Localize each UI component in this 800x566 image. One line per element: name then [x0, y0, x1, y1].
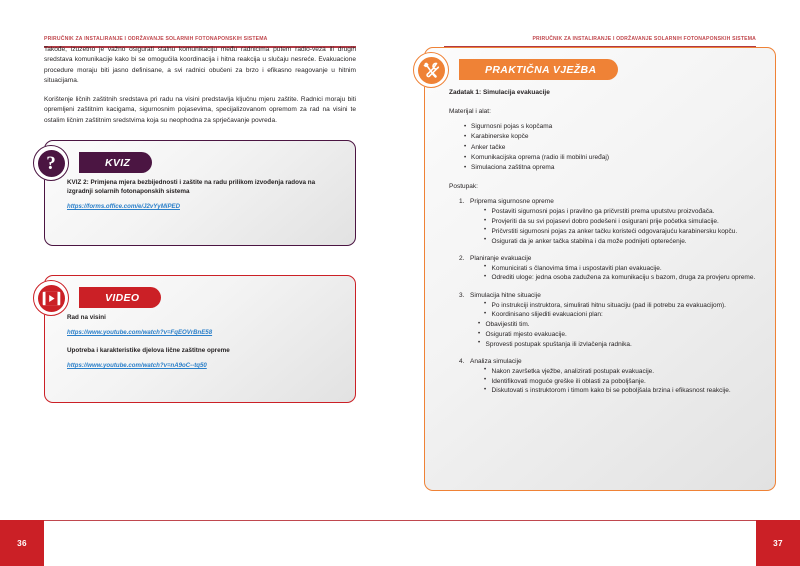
footer-rule [400, 520, 756, 521]
list-item: • Diskutovati s instruktorom i timom kako bi se poboljšala brzina i efikasnost reakcije. [485, 386, 759, 396]
video-heading-1: Rad na visini [67, 314, 106, 321]
step-title-row [459, 197, 759, 207]
step-items [459, 301, 759, 321]
step-items [459, 367, 759, 396]
badge-disc [38, 150, 65, 177]
list-item: • Obavijestiti tim. [479, 320, 759, 330]
task-title: Zadatak 1: Simulacija evakuacije [449, 89, 550, 96]
list-item: • Postaviti sigurnosni pojas i pravilno ga pričvrstiti prema uputstvu proizvođača. [485, 207, 759, 217]
list-item: • Komunikacijska oprema (radio ili mobilni uređaj) [465, 153, 759, 163]
practical-exercise-card [424, 47, 776, 491]
question-mark-icon [33, 145, 69, 181]
list-item: • Po instrukciji instruktora, simulirati hitnu situaciju (pad ili potrebu za evakuacijom). [485, 301, 759, 311]
running-head-right [444, 34, 756, 44]
step-number: 2. [459, 254, 465, 262]
procedure-step [459, 357, 759, 396]
list-item: • Provjeriti da su svi pojasevi dobro podešeni i osigurani prije početka simulacije. [485, 217, 759, 227]
page-number-badge-left [0, 520, 44, 566]
list-item: • Osigurati da je anker tačka stabilna i da može podnijeti opterećenje. [485, 237, 759, 247]
procedure-step [459, 197, 759, 246]
step-subitems [459, 320, 759, 349]
materials-list [449, 122, 759, 173]
step-title: Analiza simulacije [470, 357, 522, 365]
video-banner [79, 287, 161, 308]
practical-banner-label: PRAKTIČNA VJEŽBA [485, 63, 597, 76]
quiz-card-body [67, 178, 341, 211]
step-number: 1. [459, 198, 465, 206]
film-play-icon [33, 280, 69, 316]
list-item: • Osigurati mjesto evakuacije. [479, 330, 759, 340]
page-number-badge-right [756, 520, 800, 566]
step-number: 3. [459, 291, 465, 299]
video-card [44, 275, 356, 403]
video-link-1[interactable]: https://www.youtube.com/watch?v=FqEOVrBnE58 [67, 329, 213, 337]
materials-label: Materijal i alat: [449, 107, 491, 115]
list-item: • Pričvrstiti sigurnosni pojas za anker tačku koristeći odgovarajuću karabinersku kopču. [485, 227, 759, 237]
footer-right [400, 520, 800, 566]
list-item: • Komunicirati s članovima tima i uspostaviti plan evakuacije. [485, 264, 759, 274]
running-head-text: PRIRUČNIK ZA INSTALIRANJE I ODRŽAVANJE SOLARNIH FOTONAPONSKIH SISTEMA [44, 36, 268, 42]
video-banner-label: VIDEO [105, 291, 140, 304]
list-item: • Sigurnosni pojas s kopčama [465, 122, 759, 132]
practical-banner [459, 59, 618, 80]
step-items [459, 207, 759, 246]
list-item: • Anker tačke [465, 143, 759, 153]
paragraph-2: Korištenje ličnih zaštitnih sredstava pri radu na visini predstavlja ključnu mjeru zaštite. Radnici moraju biti opremljeni zaštitnim kacigama, sigurnosnim pojasevima, specijalizovanom opremom za rad na visini te ostalim ličnim zaštitnim sredstvima koja su neophodna za sprječavanje povreda. [44, 96, 356, 124]
quiz-link[interactable]: https://forms.office.com/e/J2vYyMiPED [67, 203, 180, 211]
step-title-row [459, 357, 759, 367]
page-number: 37 [773, 538, 783, 548]
step-title: Simulacija hitne situacije [470, 291, 541, 299]
procedure-step [459, 254, 759, 283]
procedure-label: Postupak: [449, 182, 478, 190]
tools-wrench-screwdriver-icon [413, 52, 449, 88]
badge-disc [418, 57, 445, 84]
paragraph-1: Takođe, izuzetno je važno osigurati stalnu komunikaciju među radnicima putem radio-veza ili drugih sredstava komunikacije kako bi se omogućila koordinacija i hitna reakcija u slučaju nesreće. Evakuacione procedure moraju biti jasno definisane, a svi radnici obučeni za brzo i efikasno reagovanje u hitnim situacijama. [44, 46, 356, 84]
quiz-card [44, 140, 356, 246]
page-right [400, 0, 800, 566]
list-item: • Odrediti uloge: jedna osoba zadužena za komunikaciju s bazom, druga za provjeru opreme. [485, 273, 759, 283]
list-item: • Nakon završetka vježbe, analizirati postupak evakuacije. [485, 367, 759, 377]
step-items [459, 264, 759, 284]
list-item: • Sprovesti postupak spuštanja ili izvlačenja radnika. [479, 340, 759, 350]
quiz-banner-label: KVIZ [105, 156, 131, 169]
quiz-heading: KVIZ 2: Primjena mjera bezbijednosti i zaštite na radu prilikom izvođenja radova na izgradnji solarnih fotonaponskih sistema [67, 179, 316, 196]
badge-disc [38, 285, 65, 312]
list-item: • Karabinerske kopče [465, 132, 759, 142]
step-title: Priprema sigurnosne opreme [470, 198, 554, 206]
list-item: • Simulaciona zaštitna oprema [465, 163, 759, 173]
procedure-step [459, 291, 759, 350]
step-number: 4. [459, 357, 465, 365]
video-heading-2: Upotreba i karakteristike djelova lične zaštitne opreme [67, 347, 230, 355]
footer-rule [44, 520, 400, 521]
procedure-steps [449, 197, 759, 396]
body-column-left [44, 45, 356, 135]
step-title-row [459, 254, 759, 264]
running-head-text: PRIRUČNIK ZA INSTALIRANJE I ODRŽAVANJE SOLARNIH FOTONAPONSKIH SISTEMA [532, 36, 756, 42]
list-item: • Identifikovati moguće greške ili oblasti za poboljšanje. [485, 377, 759, 387]
practical-card-body [449, 88, 759, 396]
quiz-banner [79, 152, 152, 173]
question-glyph: ? [46, 152, 56, 174]
step-title-row [459, 291, 759, 301]
list-item: • Koordinisano slijediti evakuacioni plan: [485, 310, 759, 320]
step-title: Planiranje evakuacije [470, 254, 532, 262]
video-link-2[interactable]: https://www.youtube.com/watch?v=nA9oC--tq50 [67, 362, 207, 370]
footer-left [0, 520, 400, 566]
video-card-body [67, 313, 341, 370]
page-number: 36 [17, 538, 27, 548]
running-head-left [44, 34, 356, 44]
